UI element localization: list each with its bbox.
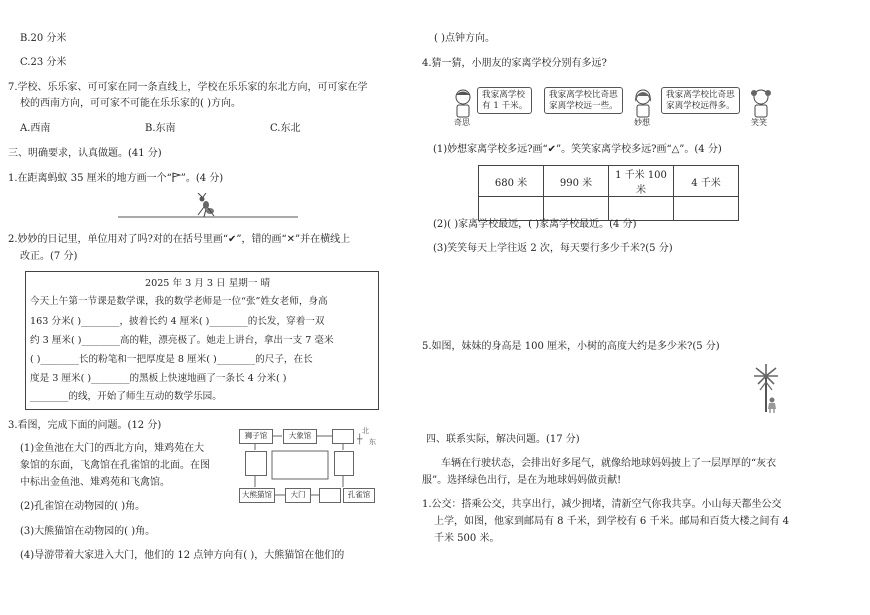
zoo-panda-house: 大熊猫馆 bbox=[239, 488, 275, 503]
kid-qisi-icon bbox=[452, 88, 474, 118]
flag-icon bbox=[172, 172, 181, 182]
table-cell: 680 米 bbox=[479, 166, 544, 197]
q7-option-a: A.西南 bbox=[20, 123, 51, 134]
bubble-text: 有 1 千米。 bbox=[482, 100, 528, 111]
q3-3-2: (2)孔雀馆在动物园的( )角。 bbox=[20, 501, 146, 512]
question-5: 5.如图，妹妹的身高是 100 厘米，小树的高度大约是多少米?(5 分) bbox=[422, 341, 720, 352]
table-cell: 1 千米 100 米 bbox=[609, 166, 674, 197]
table-cell: 990 米 bbox=[544, 166, 609, 197]
table-row bbox=[479, 197, 739, 221]
compass-north: 北 bbox=[362, 427, 369, 435]
q3-3-1-line3: 中标出金鱼池、雉鸡苑和飞禽馆。 bbox=[20, 477, 170, 488]
question-7-line1: 7.学校、乐乐家、可可家在同一条直线上，学校在乐乐家的东北方向，可可家在学 bbox=[8, 82, 368, 93]
diary-line: ________的线，开始了师生互动的数学乐园。 bbox=[30, 391, 222, 402]
bubble-text: 家离学校远一些。 bbox=[549, 100, 618, 111]
diary-header: 2025 年 3 月 3 日 星期一 晴 bbox=[145, 278, 271, 289]
zoo-lion-house: 狮子馆 bbox=[239, 429, 273, 444]
intro-line2: 服”。选择绿色出行，是在为地球妈妈做贡献! bbox=[422, 475, 622, 486]
name-qisi: 奇思 bbox=[454, 118, 470, 127]
table-cell[interactable] bbox=[544, 197, 609, 221]
diary-line: 约 3 厘米( )________高的鞋，漂亮极了。她走上讲台，拿出一支 7 毫米 bbox=[30, 335, 334, 346]
question-7-line2: 校的西南方向，可可家不可能在乐乐家的( )方向。 bbox=[20, 98, 241, 109]
ant-icon bbox=[118, 193, 298, 219]
zoo-gate: 大门 bbox=[285, 488, 311, 503]
zoo-empty-box bbox=[332, 429, 354, 444]
question-4-1: (1)妙想家离学校多远?画“✔”。笑笑家离学校多远?画“△”。(4 分) bbox=[433, 144, 722, 155]
q7-option-b: B.东南 bbox=[145, 123, 176, 134]
kid-xiaoxiao-icon bbox=[750, 88, 772, 118]
table-cell[interactable] bbox=[609, 197, 674, 221]
name-xiaoxiao: 笑笑 bbox=[751, 118, 767, 127]
q3-3-1-line1: (1)金鱼池在大门的西北方向，雉鸡苑在大 bbox=[20, 443, 205, 454]
question-4-2: (2)( )家离学校最远，( )家离学校最近。(4 分) bbox=[433, 219, 637, 230]
zoo-empty-box bbox=[245, 451, 267, 476]
diary-line: 163 分米( )________，披着长约 4 厘米( )________的长发，穿着一双 bbox=[30, 316, 325, 327]
table-cell[interactable] bbox=[674, 197, 739, 221]
zoo-peacock-house: 孔雀馆 bbox=[343, 488, 375, 503]
zoo-empty-box bbox=[334, 451, 354, 476]
bubble-text: 我家离学校 bbox=[482, 90, 525, 100]
q3-3-4: (4)导游带着大家进入大门，他们的 12 点钟方向有( )，大熊猫馆在他们的 bbox=[20, 550, 345, 561]
question-4-1-line1: 1.公交：搭乘公交，共享出行，减少拥堵，清新空气你我共享。小山每天都坐公交 bbox=[422, 499, 782, 510]
question-3-1 bbox=[8, 172, 223, 185]
question-4: 4.猜一猜，小朋友的家离学校分别有多远? bbox=[422, 58, 607, 69]
bubble-miaoxiang bbox=[544, 87, 623, 114]
section-3-title: 三、明确要求，认真做题。(41 分) bbox=[8, 148, 162, 159]
girl-icon bbox=[767, 397, 777, 413]
option-c: C.23 分米 bbox=[20, 57, 67, 68]
right-top-line: ( )点钟方向。 bbox=[434, 33, 495, 44]
ant-figure bbox=[118, 193, 298, 219]
diary-line: 今天上午第一节课是数学课，我的数学老师是一位“张”姓女老师，身高 bbox=[30, 296, 328, 307]
table-cell[interactable] bbox=[479, 197, 544, 221]
question-4-1-line2: 上学，如图，他家到邮局有 8 千米，到学校有 6 千米。邮局和百货大楼之间有 4 bbox=[434, 516, 789, 527]
q3-1-text: 1.在距离蚂蚁 35 厘米的地方画一个“ bbox=[8, 173, 172, 184]
option-b: B.20 分米 bbox=[20, 33, 67, 44]
question-3-2-line1: 2.妙妙的日记里，单位用对了吗?对的在括号里画“✔”，错的画“✕”并在横线上 bbox=[8, 234, 351, 245]
table-row bbox=[479, 166, 739, 197]
table-cell: 4 千米 bbox=[674, 166, 739, 197]
section-4-title: 四、联系实际，解决问题。(17 分) bbox=[426, 434, 580, 445]
diary-line: ( )________长的粉笔和一把厚度是 8 厘米( )________的尺子，在长 bbox=[30, 354, 313, 365]
bubble-text: 家离学校远得多。 bbox=[666, 100, 735, 111]
bubble-xiaoxiao bbox=[661, 87, 740, 114]
q3-3-3: (3)大熊猫馆在动物园的( )角。 bbox=[20, 526, 156, 537]
compass-icon: ┼ bbox=[357, 435, 363, 445]
question-3-3: 3.看图，完成下面的问题。(12 分) bbox=[8, 420, 162, 431]
zoo-empty-box bbox=[319, 488, 341, 503]
distance-table bbox=[478, 165, 739, 221]
question-4-1-line3: 千米 500 米。 bbox=[434, 533, 500, 544]
diary-line: 度是 3 厘米( )________的黑板上快速地画了一条长 4 分米( ) bbox=[30, 373, 287, 384]
question-4-3: (3)笑笑每天上学往返 2 次，每天要行多少千米?(5 分) bbox=[433, 243, 673, 254]
name-miaoxiang: 妙想 bbox=[634, 118, 650, 127]
q3-1-text-end: ”。(4 分) bbox=[180, 173, 224, 184]
bubble-text: 我家离学校比奇思 bbox=[549, 90, 618, 100]
question-3-2-line2: 改正。(7 分) bbox=[20, 251, 78, 262]
zoo-elephant-house: 大象馆 bbox=[283, 429, 317, 444]
kid-miaoxiang-icon bbox=[632, 88, 654, 118]
q3-3-1-line2: 象馆的东面，飞禽馆在孔雀馆的北面。在图 bbox=[20, 460, 210, 471]
bubble-text: 我家离学校比奇思 bbox=[666, 90, 735, 100]
bubble-qisi bbox=[477, 87, 532, 114]
q7-option-c: C.东北 bbox=[270, 123, 301, 134]
intro-line1: 车辆在行驶状态，会排出好多尾气，就像给地球妈妈披上了一层厚厚的“灰衣 bbox=[441, 458, 777, 469]
compass-east: 东 bbox=[369, 438, 376, 446]
